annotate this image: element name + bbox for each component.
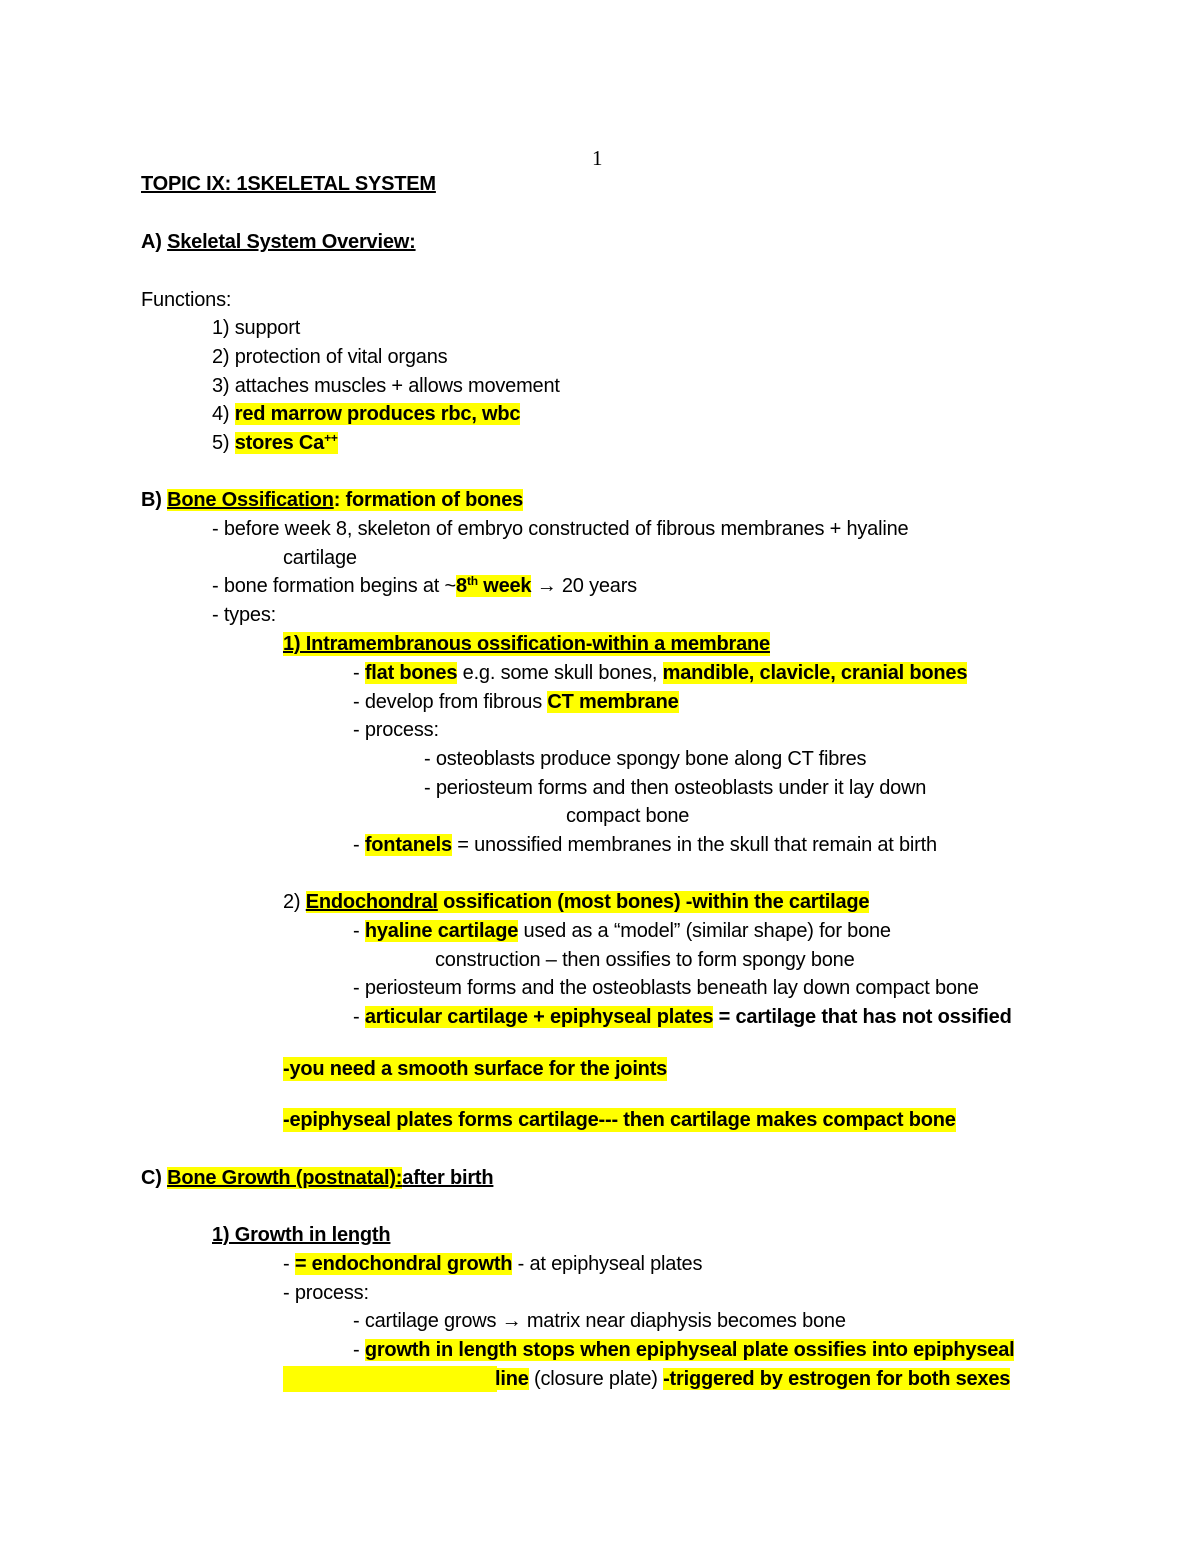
highlighted-text: fontanels [364,834,452,856]
bullet-line: - before week 8, skeleton of embryo constructed of fibrous membranes + hyaline [212,518,909,540]
section-c-heading [141,1166,493,1190]
text-run: e.g. some skull bones, [457,662,663,684]
section-b-heading [141,488,523,512]
function-item-5 [212,431,338,455]
highlighted-text: flat bones [364,662,458,684]
bullet-line-cont: cartilage [283,547,357,569]
section-a-heading [141,230,416,254]
text-run: (closure plate) [528,1368,664,1390]
section-b-title: Bone Ossification [167,489,334,511]
section-a-title: Skeletal System Overview: [167,231,416,253]
text-run: = cartilage that has not ossified [713,1006,1012,1028]
bullet-line-cont: compact bone [566,805,690,827]
bullet-line [353,919,891,943]
note-line: -you need a smooth surface for the joints [283,1058,668,1080]
section-b-title-suffix: : formation of bones [333,489,524,511]
bullet-line: - osteoblasts produce spongy bone along CT fibres [424,748,867,770]
function-item: 1) support [212,317,301,339]
subsection-heading: 1) Growth in length [212,1224,391,1246]
bullet-line [283,1252,702,1276]
function-item: 3) attaches muscles + allows movement [212,375,560,397]
text-run: used as a “model” (similar shape) for bone [518,920,891,942]
bullet-line: - process: [283,1282,369,1304]
function-item-4 [212,402,520,426]
highlight-bar [283,1366,497,1392]
text-run: - [283,1253,295,1275]
note-line: -epiphyseal plates forms cartilage--- then cartilage makes compact bone [283,1109,956,1131]
section-a-letter: A) [141,231,162,253]
highlighted-text: -triggered by estrogen for both sexes [663,1368,1011,1390]
section-b-title-hl [167,489,523,511]
bullet-line [353,661,967,685]
calcium-text: stores Ca [234,432,325,454]
section-b-letter: B) [141,489,162,511]
highlighted-text [306,891,870,913]
text-run: - [353,920,365,942]
bullet-line: - cartilage grows → matrix near diaphysis becomes bone [353,1310,846,1332]
text-run: - [353,1006,365,1028]
section-c-title: Bone Growth (postnatal): [167,1167,403,1189]
highlighted-text: CT membrane [547,691,679,713]
topic-title: TOPIC IX: 1SKELETAL SYSTEM [141,173,436,195]
bullet-line [353,1338,1014,1362]
text-run: - develop from fibrous [353,691,548,713]
bullet-line-cont: construction – then ossifies to form spongy bone [435,949,855,971]
bullet-line [353,690,679,714]
text-run: = unossified membranes in the skull that remain at birth [451,834,937,856]
section-c-letter: C) [141,1167,162,1189]
highlighted-text: line [495,1368,529,1390]
text-run: Endochondral [305,891,438,913]
type-1-heading: 1) Intramembranous ossification-within a membrane [283,633,770,655]
text-run: → 20 years [531,575,637,597]
highlighted-text: = endochondral growth [294,1253,513,1275]
section-c-title-suffix: after birth [402,1167,494,1189]
text-run: - at epiphyseal plates [512,1253,703,1275]
highlighted-text: hyaline cartilage [364,920,519,942]
text-run: - [353,662,365,684]
text-run: - bone formation begins at ~ [212,575,456,597]
text-run: 2) [283,891,306,913]
highlighted-text [456,575,531,597]
item-number: 4) [212,403,235,425]
highlighted-text: articular cartilage + epiphyseal plates [364,1006,714,1028]
ordinal-suffix: th [466,574,478,588]
bullet-line-cont [495,1367,1010,1391]
function-item: 2) protection of vital organs [212,346,448,368]
functions-label: Functions: [141,289,232,311]
text-run: 8 [456,575,467,597]
item-number: 5) [212,432,235,454]
highlighted-text [235,432,338,454]
ion-charge: ++ [324,431,338,445]
bullet-line [353,833,937,857]
type-2-heading [283,890,869,914]
section-c-title-group [167,1167,493,1189]
text-run: - [353,1339,365,1361]
text-run: ossification (most bones) -within the cartilage [437,891,870,913]
highlighted-text: red marrow produces rbc, wbc [234,403,521,425]
bullet-line: - periosteum forms and the osteoblasts beneath lay down compact bone [353,977,979,999]
text-run: - [353,834,365,856]
text-run: week [477,575,532,597]
bullet-line: - process: [353,719,439,741]
page-number: 1 [592,146,603,170]
highlighted-text: mandible, clavicle, cranial bones [662,662,968,684]
bullet-line: - periosteum forms and then osteoblasts under it lay down [424,777,927,799]
bullet-line [212,574,637,598]
bullet-line: - types: [212,604,276,626]
highlighted-text: growth in length stops when epiphyseal plate ossifies into epiphyseal [364,1339,1015,1361]
bullet-line [353,1005,1012,1029]
